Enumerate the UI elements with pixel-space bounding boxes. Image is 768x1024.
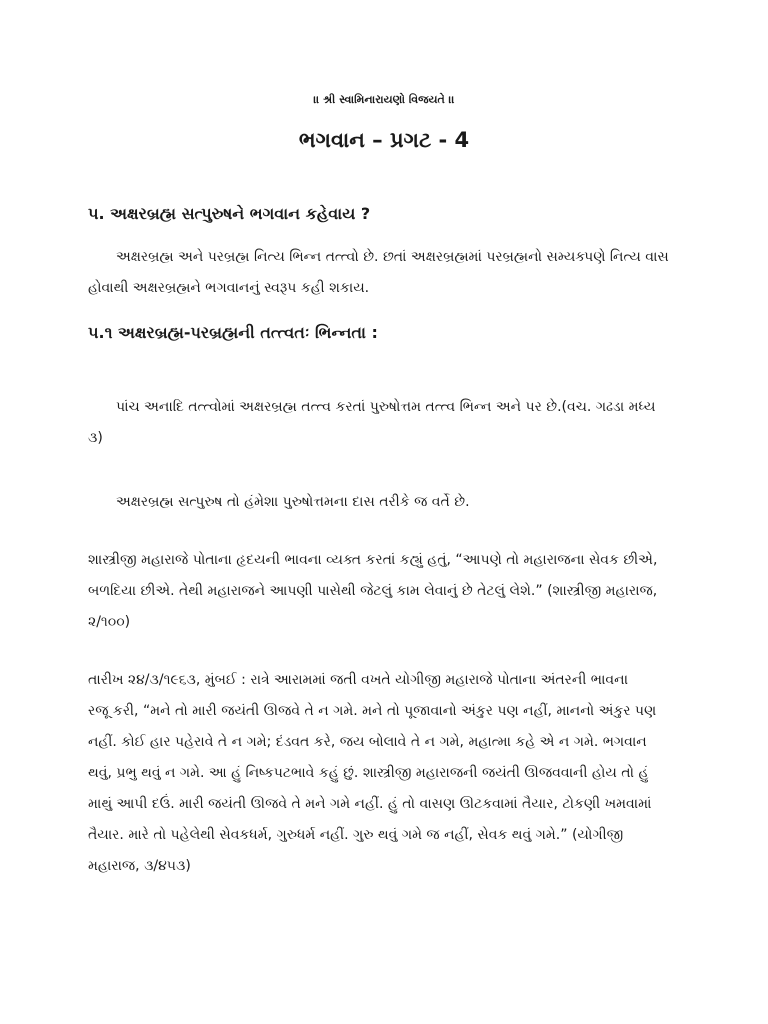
paragraph-5-1-b: [88, 487, 688, 518]
paragraph-line: મહારાજ, ૩/૪૫૩): [88, 858, 191, 874]
paragraph-line: હોવાથી અક્ષરબ્રહ્મને ભગવાનનું સ્વરૂપ કહી શકાય.: [88, 280, 370, 296]
paragraph-line: ૩): [88, 430, 103, 446]
paragraph-line: તારીખ ૨૪/૩/૧૯૬૩, મુંબઈ : રાત્રે આરામમાં જતી વખતે યોગીજી મહારાજે પોતાના અંતરની ભાવના: [88, 672, 628, 688]
paragraph-5-1-d: [88, 665, 688, 882]
paragraph-line: ૨/૧૦૦): [88, 614, 131, 630]
paragraph-line: માથું આપી દઉં. મારી જયંતી ઊજવે તે મને ગમે નહીં. હું તો વાસણ ઊટકવામાં તૈયાર, ટોકણી ખમવામાં: [88, 796, 652, 812]
paragraph-5-1-c: [88, 545, 688, 638]
paragraph-line: શાસ્ત્રીજી મહારાજે પોતાના હૃદયની ભાવના વ્યક્ત કરતાં કહ્યું હતું, “આપણે તો મહારાજના સેવક છીએ,: [88, 552, 658, 568]
paragraph-line: અક્ષરબ્રહ્મ સત્પુરુષ તો હંમેશા પુરુષોત્તમના દાસ તરીકે જ વર્તે છે.: [116, 494, 470, 510]
section-heading-5: ૫. અક્ષરબ્રહ્મ સત્પુરુષને ભગવાન કહેવાય ?: [88, 204, 371, 223]
section-heading-5-1: ૫.૧ અક્ષરબ્રહ્મ-પરબ્રહ્મની તત્ત્વતઃ ભિન્નતા :: [88, 323, 378, 342]
paragraph-line: નહીં. કોઈ હાર પહેરાવે તે ન ગમે; દંડવત કરે, જય બોલાવે તે ન ગમે, મહાત્મા કહે એ ન ગમે. ભગવાન: [88, 734, 647, 750]
paragraph-5: [88, 242, 688, 304]
paragraph-line: થવું, પ્રભુ થવું ન ગમે. આ હું નિષ્કપટભાવે કહું છું. શાસ્ત્રીજી મહારાજની જયંતી ઊજવવાની હોય તો હું: [88, 765, 649, 781]
paragraph-line: તૈયાર. મારે તો પહેલેથી સેવકધર્મ, ગુરુધર્મ નહીં. ગુરુ થવું ગમે જ નહીં, સેવક થવું ગમે.” (યોગીજી: [88, 827, 624, 843]
invocation-line: ।। શ્રી સ્વામિનારાયણો વિજયતે ।।: [313, 93, 455, 106]
paragraph-line: બળદિયા છીએ. તેથી મહારાજને આપણી પાસેથી જેટલું કામ લેવાનું છે તેટલું લેશે.” (શાસ્ત્રીજી મહારાજ,: [88, 583, 658, 599]
paragraph-line: પાંચ અનાદિ તત્ત્વોમાં અક્ષરબ્રહ્મ તત્ત્વ કરતાં પુરુષોત્તમ તત્ત્વ ભિન્ન અને પર છે.(વચ. ગઢડા મધ્ય: [116, 399, 656, 415]
paragraph-line: અક્ષરબ્રહ્મ અને પરબ્રહ્મ નિત્ય ભિન્ન તત્ત્વો છે. છતાં અક્ષરબ્રહ્મમાં પરબ્રહ્મનો સમ્યક્પણે નિત્ય વાસ: [116, 249, 669, 265]
paragraph-line: રજૂ કરી, “મને તો મારી જયંતી ઊજવે તે ન ગમે. મને તો પૂજાવાનો અંકુર પણ નહીં, માનનો અંકુર પણ: [88, 703, 657, 719]
page-title: ભગવાન – પ્રગટ - 4: [298, 128, 470, 152]
paragraph-5-1-a: [88, 392, 688, 454]
